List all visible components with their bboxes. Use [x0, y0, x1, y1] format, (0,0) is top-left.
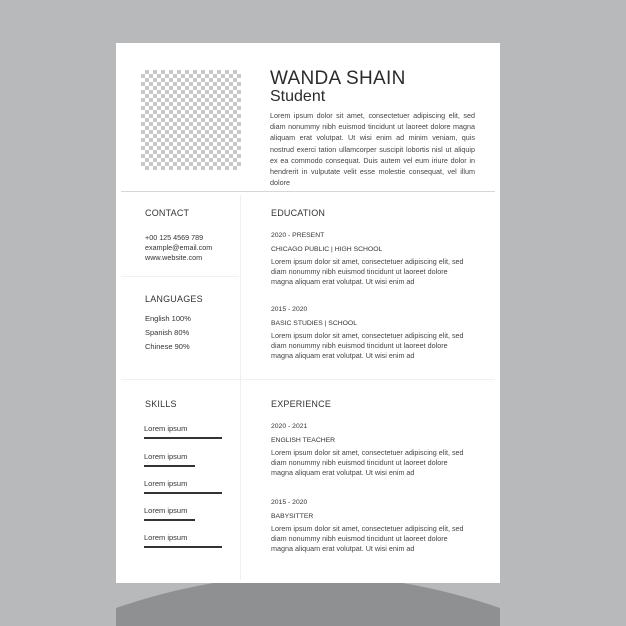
skill-bar	[144, 546, 222, 548]
education-school: CHICAGO PUBLIC | HIGH SCHOOL	[271, 246, 383, 253]
skill-bar	[144, 519, 195, 521]
experience-description: Lorem ipsum dolor sit amet, consectetuer adipiscing elit, sed diam nonummy nibh euismod tincidunt ut laoreet dolore magna aliquam erat volutpat. Ut wisi enim ad	[271, 448, 464, 477]
education-school: BASIC STUDIES | SCHOOL	[271, 320, 357, 327]
language-item: Chinese 90%	[145, 342, 190, 351]
skill-label: Lorem ipsum	[144, 506, 188, 515]
mid-divider	[121, 379, 495, 380]
education-description: Lorem ipsum dolor sit amet, consectetuer adipiscing elit, sed diam nonummy nibh euismod tincidunt ut laoreet dolore magna aliquam erat volutpat. Ut wisi enim ad	[271, 331, 464, 360]
skill-item	[144, 479, 222, 494]
education-title: EDUCATION	[271, 208, 326, 218]
header-divider	[121, 191, 495, 192]
education-date: 2015 - 2020	[271, 306, 308, 313]
photo-placeholder	[141, 70, 241, 170]
experience-role: BABYSITTER	[271, 513, 314, 520]
skill-bar	[144, 465, 195, 467]
skill-item	[144, 452, 195, 467]
education-description: Lorem ipsum dolor sit amet, consectetuer adipiscing elit, sed diam nonummy nibh euismod tincidunt ut laoreet dolore magna aliquam erat volutpat. Ut wisi enim ad	[271, 257, 464, 286]
contact-email: example@email.com	[145, 243, 213, 252]
contact-divider	[121, 276, 239, 277]
language-item: English 100%	[145, 314, 191, 323]
experience-title: EXPERIENCE	[271, 399, 332, 409]
education-date: 2020 - PRESENT	[271, 232, 325, 239]
skill-label: Lorem ipsum	[144, 424, 188, 433]
languages-title: LANGUAGES	[145, 294, 203, 304]
experience-role: ENGLISH TEACHER	[271, 437, 336, 444]
contact-website: www.website.com	[145, 253, 203, 262]
experience-description: Lorem ipsum dolor sit amet, consectetuer adipiscing elit, sed diam nonummy nibh euismod tincidunt ut laoreet dolore magna aliquam erat volutpat. Ut wisi enim ad	[271, 524, 464, 553]
candidate-name: WANDA SHAIN	[270, 68, 406, 89]
skill-item	[144, 533, 222, 548]
skill-item	[144, 424, 222, 439]
skill-item	[144, 506, 195, 521]
skill-label: Lorem ipsum	[144, 452, 188, 461]
language-item: Spanish 80%	[145, 328, 190, 337]
skill-label: Lorem ipsum	[144, 479, 188, 488]
skill-label: Lorem ipsum	[144, 533, 188, 542]
resume-page	[116, 43, 500, 583]
experience-date: 2015 - 2020	[271, 499, 308, 506]
skill-bar	[144, 492, 222, 494]
profile-summary: Lorem ipsum dolor sit amet, consectetuer adipiscing elit, sed diam nonummy nibh euismod tincidunt ut laoreet dolore magna aliquam erat volutpat. Ut wisi enim ad minim veniam, quis nostrud exerci tation ullamcorper suscipit lobortis nisl ut aliquip ex ea commodo consequat. Duis autem vel eum iriure dolor in hendrerit in vulputate velit esse molestie consequat, vel illum dolore	[270, 111, 475, 188]
candidate-role: Student	[270, 88, 326, 105]
column-divider	[240, 195, 241, 580]
skills-title: SKILLS	[145, 399, 177, 409]
experience-date: 2020 - 2021	[271, 423, 308, 430]
contact-title: CONTACT	[145, 208, 190, 218]
skill-bar	[144, 437, 222, 439]
contact-phone: +00 125 4569 789	[145, 233, 204, 242]
